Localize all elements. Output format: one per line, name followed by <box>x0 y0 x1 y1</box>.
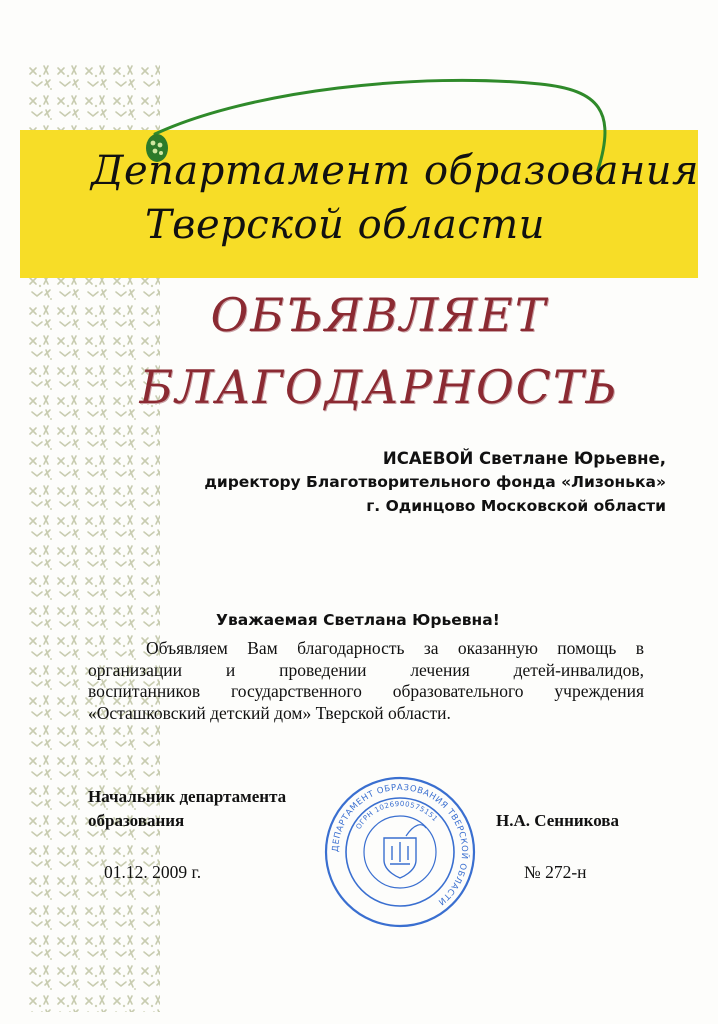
body-line: Объявляем Вам благодарность за оказанную помощь в <box>146 638 644 658</box>
body-line: воспитанников государственного образовательного учреждения <box>88 681 644 701</box>
recipient-position: директору Благотворительного фонда «Лизонька» <box>204 473 666 491</box>
stamp-outer-text: ДЕПАРТАМЕНТ ОБРАЗОВАНИЯ ТВЕРСКОЙ ОБЛАСТИ <box>330 782 470 907</box>
greeting: Уважаемая Светлана Юрьевна! <box>216 611 500 629</box>
department-title-line2: Тверской области <box>145 202 545 248</box>
announcement-line1: ОБЪЯВЛЯЕТ <box>210 288 548 342</box>
stamp-inner-text: ОГРН 1026900575151 <box>354 799 440 831</box>
recipient-location: г. Одинцово Московской области <box>366 497 666 515</box>
signatory-title-line2: образования <box>88 811 185 830</box>
body-line: организации и проведении лечения детей-инвалидов, <box>88 659 644 680</box>
signatory-title-line1: Начальник департамента <box>88 787 287 806</box>
department-title-line1: Департамент образования <box>90 148 700 194</box>
recipient-name: ИСАЕВОЙ Светлане Юрьевне, <box>382 449 666 468</box>
body-text <box>88 638 644 724</box>
body-line: «Осташковский детский дом» Тверской области. <box>88 702 451 723</box>
announcement-line2: БЛАГОДАРНОСТЬ <box>139 360 619 414</box>
signatory-name: Н.А. Сенникова <box>496 811 619 830</box>
issue-date: 01.12. 2009 г. <box>104 862 202 882</box>
document-number: № 272-н <box>524 862 587 882</box>
coat-of-arms-icon <box>384 838 416 878</box>
official-stamp <box>320 772 480 932</box>
